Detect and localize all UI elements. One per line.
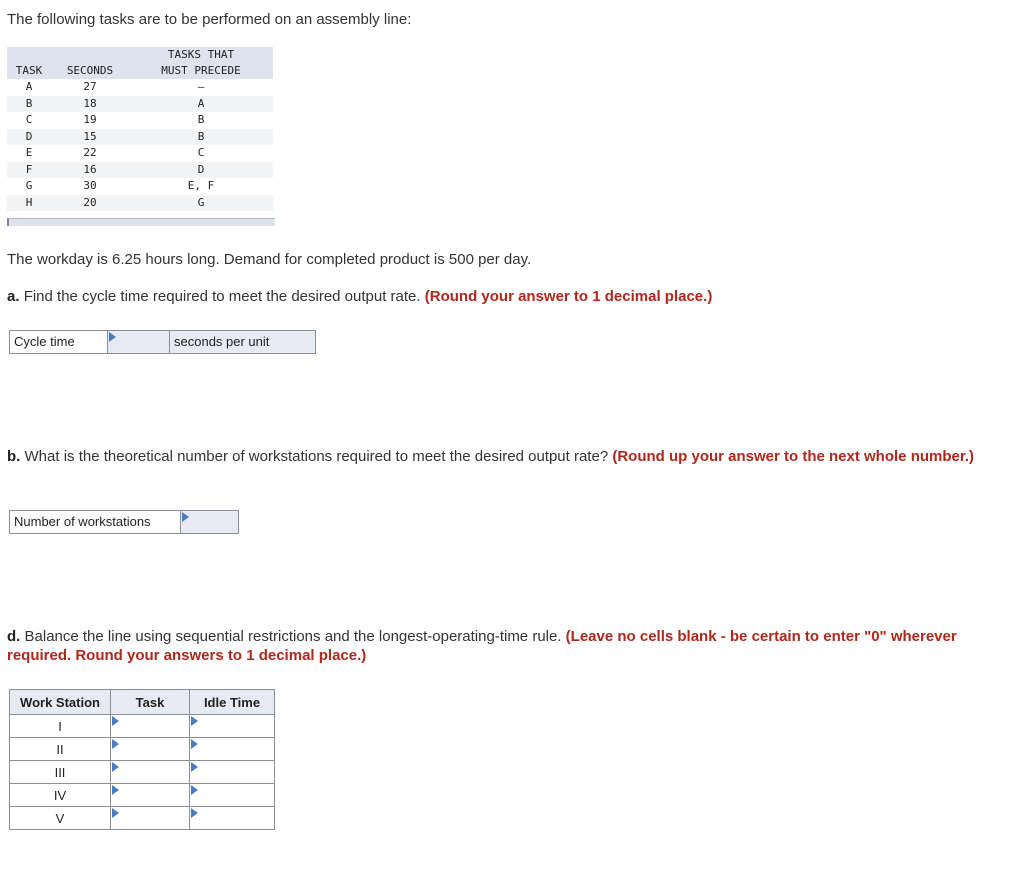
task-id: E (7, 145, 51, 162)
question-b-label: b. (7, 448, 21, 465)
input-marker-icon (109, 332, 116, 342)
input-marker-icon (112, 808, 119, 818)
question-a (7, 287, 1007, 306)
table-row (10, 807, 275, 830)
header-precede-line1: TASKS THAT (129, 47, 273, 63)
station-label: III (10, 761, 111, 784)
input-marker-icon (191, 739, 198, 749)
workstations-label: Number of workstations (10, 511, 181, 533)
task-precede: A (129, 96, 273, 113)
question-b (7, 447, 1007, 466)
question-a-label: a. (7, 288, 20, 305)
idle-time-input[interactable] (190, 784, 275, 807)
task-seconds: 18 (51, 96, 129, 113)
input-marker-icon (191, 808, 198, 818)
idle-time-input[interactable] (190, 738, 275, 761)
task-row (7, 129, 273, 146)
cycle-time-label: Cycle time (10, 331, 108, 353)
task-input[interactable] (111, 807, 190, 830)
workstations-input[interactable] (181, 511, 238, 533)
task-seconds: 19 (51, 112, 129, 129)
task-row (7, 195, 273, 212)
workstations-row (9, 510, 239, 534)
question-d-text: Balance the line using sequential restrictions and the longest-operating-time rule. (24, 628, 562, 645)
task-seconds: 30 (51, 178, 129, 195)
task-id: H (7, 195, 51, 212)
station-label: II (10, 738, 111, 761)
task-input[interactable] (111, 784, 190, 807)
input-marker-icon (112, 716, 119, 726)
station-label: V (10, 807, 111, 830)
task-id: B (7, 96, 51, 113)
task-input[interactable] (111, 761, 190, 784)
question-a-instruction: (Round your answer to 1 decimal place.) (424, 288, 713, 305)
question-b-instruction: (Round up your answer to the next whole number.) (612, 448, 975, 465)
question-b-text: What is the theoretical number of workstations required to meet the desired output rate? (24, 448, 609, 465)
task-seconds: 16 (51, 162, 129, 179)
task-precede: — (129, 79, 273, 96)
task-precede: B (129, 112, 273, 129)
table-row (10, 715, 275, 738)
header-task: TASK (7, 63, 51, 79)
cycle-time-unit: seconds per unit (170, 331, 315, 353)
question-a-text: Find the cycle time required to meet the desired output rate. (23, 288, 421, 305)
intro-text: The following tasks are to be performed on an assembly line: (7, 11, 412, 28)
table-footer-bar (7, 218, 275, 226)
question-d (7, 627, 1007, 665)
header-seconds: SECONDS (51, 63, 129, 79)
input-marker-icon (191, 762, 198, 772)
station-label: IV (10, 784, 111, 807)
input-marker-icon (182, 512, 189, 522)
station-label: I (10, 715, 111, 738)
header-precede-line2: MUST PRECEDE (129, 63, 273, 79)
input-marker-icon (191, 716, 198, 726)
task-precede: B (129, 129, 273, 146)
task-row (7, 162, 273, 179)
task-row (7, 145, 273, 162)
task-precede: G (129, 195, 273, 212)
idle-time-input[interactable] (190, 761, 275, 784)
task-seconds: 15 (51, 129, 129, 146)
task-precede: D (129, 162, 273, 179)
cycle-time-input[interactable] (108, 331, 170, 353)
task-input[interactable] (111, 738, 190, 761)
input-marker-icon (112, 762, 119, 772)
task-id: A (7, 79, 51, 96)
table-row (10, 738, 275, 761)
header-work-station: Work Station (10, 690, 111, 715)
task-row (7, 178, 273, 195)
task-id: C (7, 112, 51, 129)
idle-time-input[interactable] (190, 807, 275, 830)
task-row (7, 96, 273, 113)
input-marker-icon (191, 785, 198, 795)
task-precede: C (129, 145, 273, 162)
idle-time-input[interactable] (190, 715, 275, 738)
cycle-time-row (9, 330, 316, 354)
task-input[interactable] (111, 715, 190, 738)
table-row (10, 784, 275, 807)
task-seconds: 22 (51, 145, 129, 162)
station-table (9, 689, 275, 830)
task-table (7, 47, 273, 211)
task-id: D (7, 129, 51, 146)
task-precede: E, F (129, 178, 273, 195)
input-marker-icon (112, 739, 119, 749)
task-id: F (7, 162, 51, 179)
task-row (7, 79, 273, 96)
input-marker-icon (112, 785, 119, 795)
task-id: G (7, 178, 51, 195)
header-task: Task (111, 690, 190, 715)
task-row (7, 112, 273, 129)
question-d-label: d. (7, 628, 21, 645)
task-seconds: 20 (51, 195, 129, 212)
question-d-instruction: (Leave no cells blank - be certain to enter "0" wherever required. Round your answers to 1 decimal place.) (7, 628, 957, 664)
task-seconds: 27 (51, 79, 129, 96)
header-idle-time: Idle Time (190, 690, 275, 715)
workday-text: The workday is 6.25 hours long. Demand for completed product is 500 per day. (7, 251, 532, 268)
table-row (10, 761, 275, 784)
